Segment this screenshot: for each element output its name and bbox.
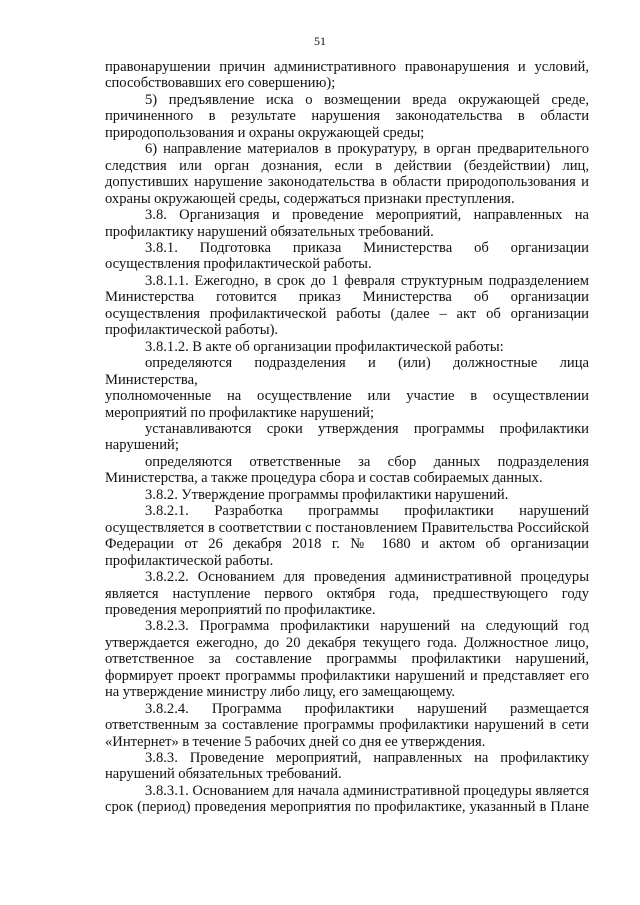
paragraph [105, 59, 589, 92]
text-line: Министерства готовится приказ Министерства об организации [105, 289, 589, 306]
text-line: является наступление первого октября года, предшествующего году [105, 585, 589, 602]
paragraph [105, 92, 589, 141]
text-line: 3.8.3.1. Основанием для начала административной процедуры является [145, 782, 589, 799]
text-line: ответственным за составление программы профилактики нарушений в сети [105, 717, 589, 734]
text-line: нарушений обязательных требований. [105, 766, 342, 783]
page-number: 51 [314, 34, 326, 48]
text-line: уполномоченные на осуществление или участие в осуществлении [105, 388, 589, 405]
text-line: 6) направление материалов в прокуратуру, в орган предварительного [145, 141, 589, 158]
text-line: срок (период) проведения мероприятия по профилактике, указанный в Плане [105, 799, 589, 816]
paragraph [105, 273, 589, 339]
text-line: 3.8.1.2. В акте об организации профилактической работы: [145, 338, 504, 355]
text-line: формирует проект программы профилактики нарушений и представляет его [105, 667, 589, 684]
text-line: 3.8.1. Подготовка приказа Министерства об организации [145, 239, 589, 256]
text-line: охраны окружающей среды, содержаться признаки преступления. [105, 190, 515, 207]
paragraph [105, 783, 589, 816]
text-line: профилактику нарушений обязательных требований. [105, 223, 434, 240]
text-line: способствовавших его совершению); [105, 75, 336, 92]
text-line: следствия или орган дознания, если в действии (бездействии) лиц, [105, 157, 589, 174]
text-line: осуществляется в соответствии с постановлением Правительства Российской [105, 519, 589, 536]
text-line: профилактической работы. [105, 552, 274, 569]
paragraph [105, 421, 589, 454]
text-line: природопользования и охраны окружающей среды; [105, 124, 425, 141]
text-line: осуществления профилактической работы. [105, 256, 372, 273]
text-line: правонарушении причин административного правонарушения и условий, [105, 59, 589, 75]
text-line: причиненного в результате нарушения законодательства в области [105, 108, 589, 125]
text-line: устанавливаются сроки утверждения программы профилактики [145, 420, 589, 437]
text-line: 3.8.1.1. Ежегодно, в срок до 1 февраля структурным подразделением [145, 272, 589, 289]
paragraph [105, 569, 589, 618]
paragraph [105, 750, 589, 783]
text-line: определяются подразделения и (или) должностные лица Министерства, [105, 355, 589, 388]
text-line: утверждается ежегодно, до 20 декабря текущего года. Должностное лицо, [105, 634, 589, 651]
paragraph [105, 207, 589, 240]
text-line: 3.8.2.2. Основанием для проведения административной процедуры [145, 569, 589, 586]
text-line: 5) предъявление иска о возмещении вреда окружающей среде, [145, 91, 589, 108]
text-line: 3.8. Организация и проведение мероприятий, направленных на [145, 207, 589, 224]
text-line: определяются ответственные за сбор данных подразделения [145, 453, 589, 470]
paragraph [105, 618, 589, 700]
text-line: ответственное за составление программы профилактики нарушений, [105, 651, 589, 668]
document-body [105, 59, 589, 816]
text-line: на утверждение министру либо лицу, его замещающему. [105, 684, 456, 701]
text-line: Федерации от 26 декабря 2018 г. № 1680 и актом об организации [105, 536, 589, 553]
paragraph [105, 487, 589, 503]
paragraph [105, 355, 589, 421]
text-line: 3.8.2. Утверждение программы профилактики нарушений. [145, 486, 509, 503]
text-line: 3.8.2.4. Программа профилактики нарушений размещается [145, 700, 589, 717]
text-line: 3.8.2.3. Программа профилактики нарушений на следующий год [145, 618, 589, 635]
text-line: 3.8.2.1. Разработка программы профилактики нарушений [145, 503, 589, 520]
text-line: осуществления профилактической работы (далее – акт об организации [105, 305, 589, 322]
paragraph [105, 503, 589, 569]
text-line: профилактической работы). [105, 322, 279, 339]
text-line: 3.8.3. Проведение мероприятий, направленных на профилактику [145, 750, 589, 767]
paragraph [105, 240, 589, 273]
text-line: Министерства, а также процедура сбора и состав собираемых данных. [105, 470, 543, 487]
text-line: проведения мероприятий по профилактике. [105, 601, 376, 618]
paragraph [105, 339, 589, 355]
text-line: нарушений; [105, 437, 179, 454]
paragraph [105, 454, 589, 487]
text-line: допустивших нарушение законодательства в области природопользования и [105, 174, 589, 191]
paragraph [105, 701, 589, 750]
paragraph [105, 141, 589, 207]
text-line: мероприятий по профилактике нарушений; [105, 404, 374, 421]
text-line: «Интернет» в течение 5 рабочих дней со дня ее утверждения. [105, 733, 486, 750]
